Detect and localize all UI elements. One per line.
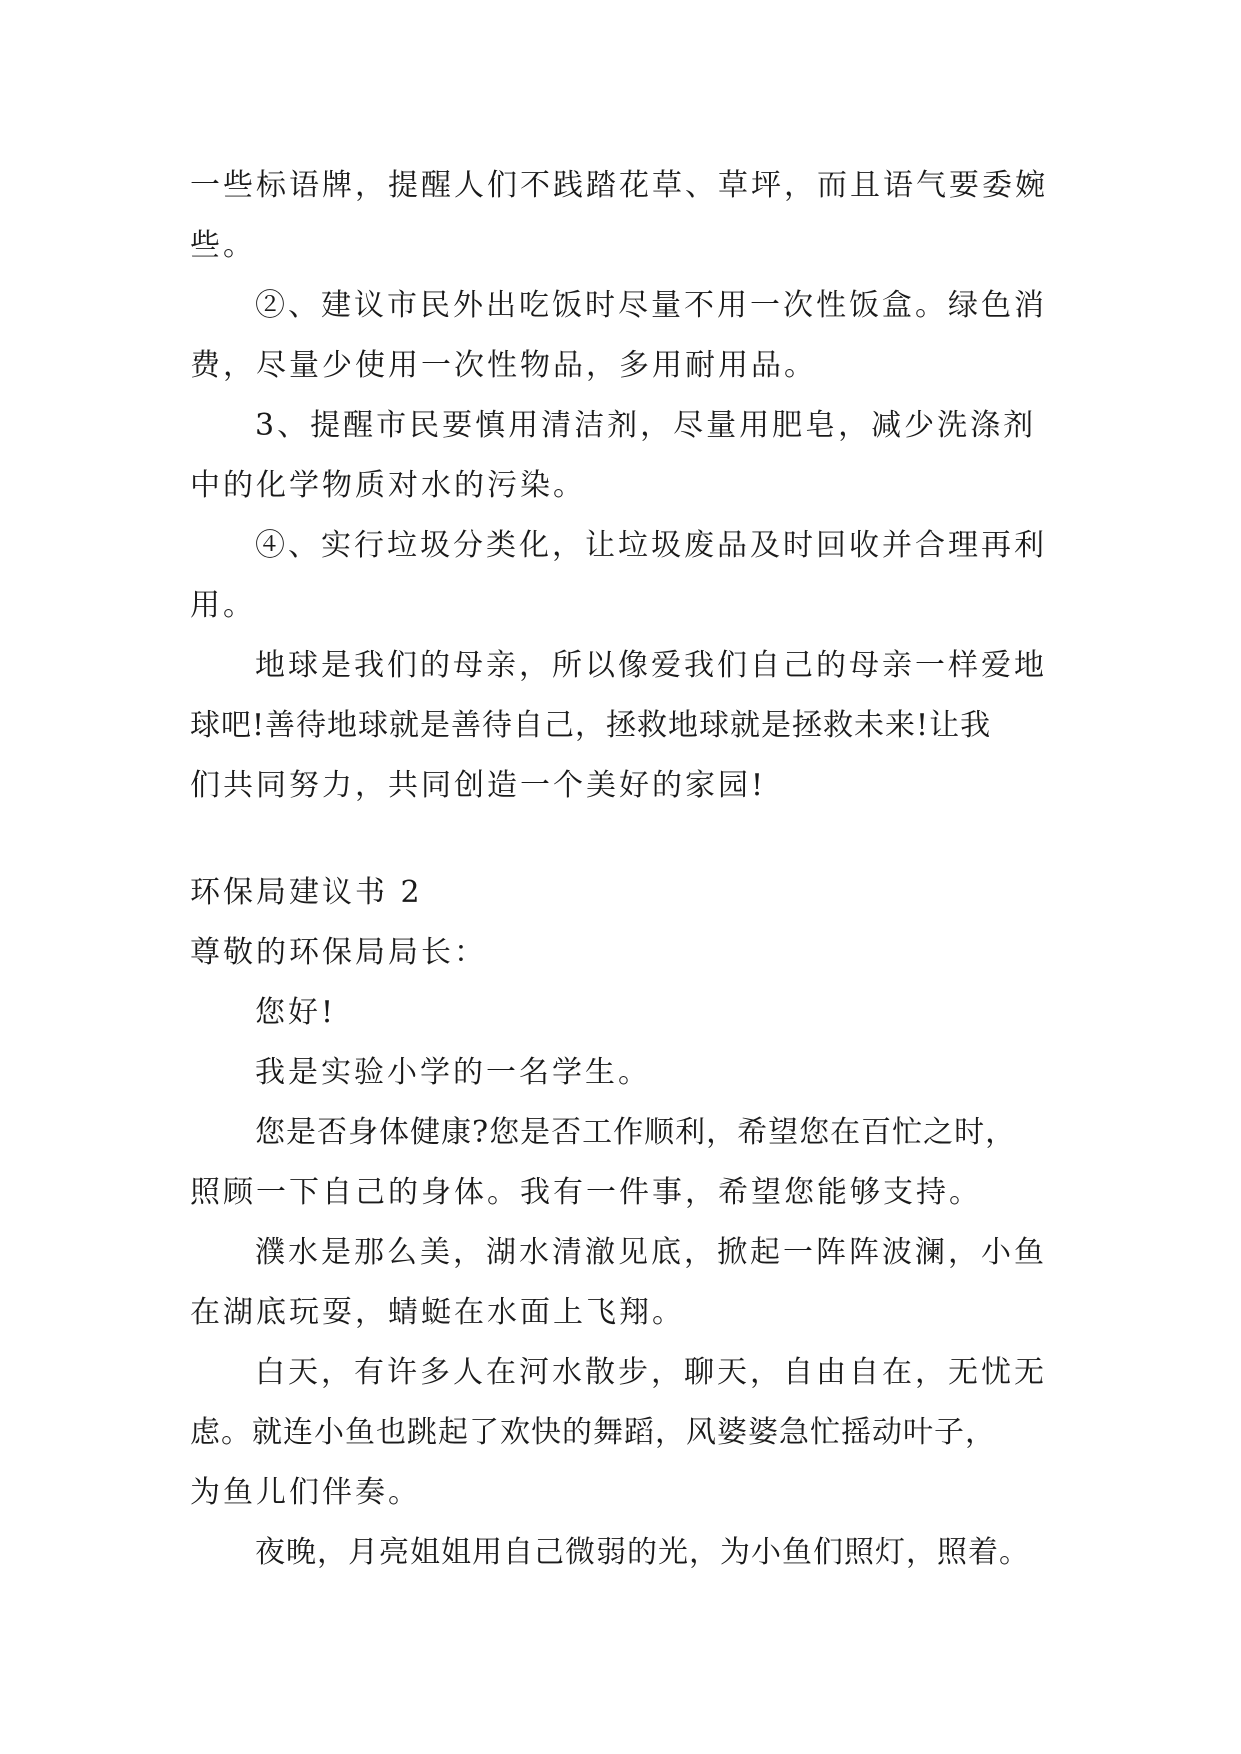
text-line: 中的化学物质对水的污染。	[190, 468, 586, 503]
salutation: 尊敬的环保局局长：	[190, 935, 487, 970]
text-line: 一些标语牌，提醒人们不践踏花草、草坪，而且语气要委婉	[190, 168, 1048, 203]
text-line: 地球是我们的母亲，所以像爱我们自己的母亲一样爱地	[255, 648, 1047, 683]
text-line: 在湖底玩耍，蜻蜓在水面上飞翔。	[190, 1295, 685, 1330]
section-heading: 环保局建议书 2	[190, 875, 423, 910]
text-line: 用。	[190, 588, 256, 623]
text-line: 费，尽量少使用一次性物品，多用耐用品。	[190, 348, 817, 383]
text-line: ②、建议市民外出吃饭时尽量不用一次性饭盒。绿色消	[255, 288, 1047, 323]
text-line: 濮水是那么美，湖水清澈见底，掀起一阵阵波澜，小鱼	[255, 1235, 1047, 1270]
text-line: ④、实行垃圾分类化，让垃圾废品及时回收并合理再利	[255, 528, 1047, 563]
text-line: 您是否身体健康?您是否工作顺利，希望您在百忙之时，	[255, 1115, 1017, 1150]
text-line: 虑。就连小鱼也跳起了欢快的舞蹈，风婆婆急忙摇动叶子，	[190, 1415, 996, 1450]
text-line: 3、提醒市民要慎用清洁剂，尽量用肥皂，减少洗涤剂	[255, 408, 1037, 443]
text-line: 夜晚，月亮姐姐用自己微弱的光，为小鱼们照灯，照着。	[255, 1535, 1030, 1570]
text-line: 球吧!善待地球就是善待自己，拯救地球就是拯救未来!让我	[190, 708, 992, 743]
text-line: 为鱼儿们伴奏。	[190, 1475, 421, 1510]
text-line: 些。	[190, 228, 256, 263]
text-line: 白天，有许多人在河水散步，聊天，自由自在，无忧无	[255, 1355, 1047, 1390]
text-line: 我是实验小学的一名学生。	[255, 1055, 651, 1090]
text-line: 们共同努力，共同创造一个美好的家园!	[190, 768, 767, 803]
greeting: 您好!	[255, 995, 337, 1030]
text-line: 照顾一下自己的身体。我有一件事，希望您能够支持。	[190, 1175, 982, 1210]
